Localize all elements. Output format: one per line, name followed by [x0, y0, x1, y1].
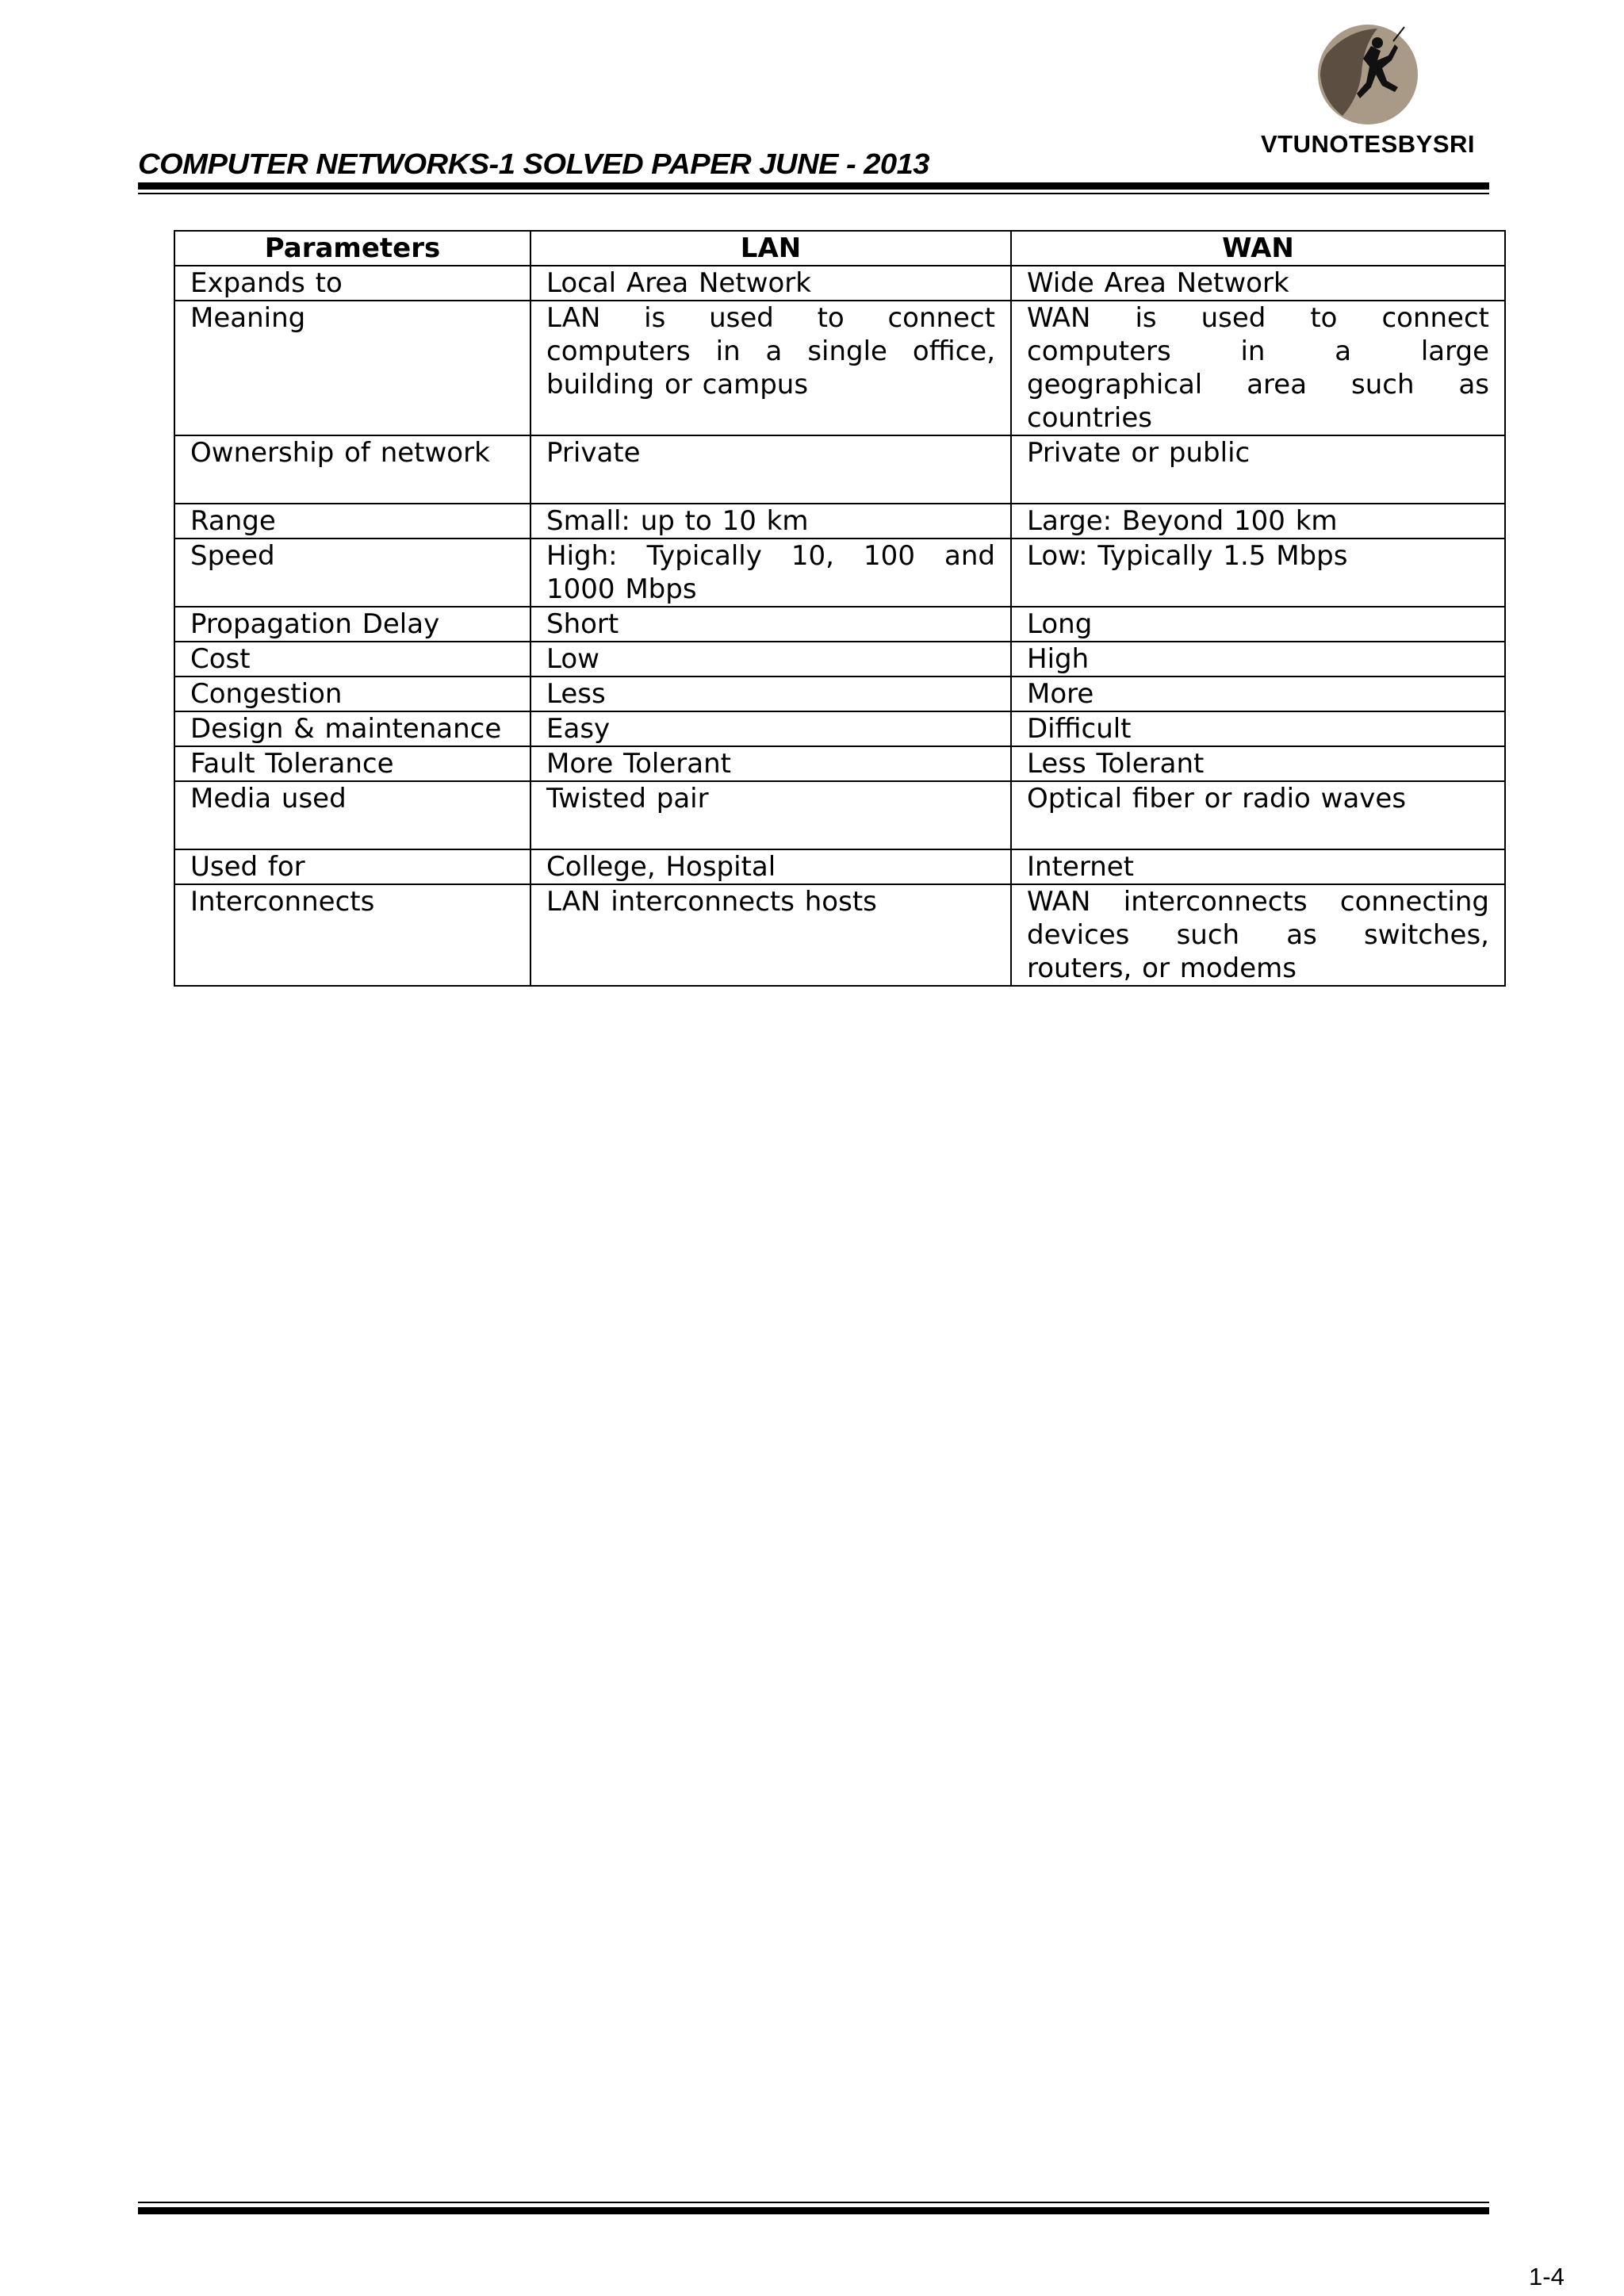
page-number: 1-4	[1529, 2263, 1565, 2290]
parameter-cell: Cost	[174, 642, 530, 677]
parameter-cell: Propagation Delay	[174, 607, 530, 642]
wan-cell: WAN interconnects connecting devices such as switches, routers, or modems	[1011, 884, 1505, 986]
table-header-row	[174, 231, 1505, 266]
lan-cell: Less	[530, 677, 1011, 711]
lan-cell: LAN is used to connect computers in a single office, building or campus	[530, 301, 1011, 435]
lan-cell: More Tolerant	[530, 746, 1011, 781]
header-rule-thick	[138, 182, 1489, 190]
parameter-cell: Interconnects	[174, 884, 530, 986]
parameter-cell: Ownership of network	[174, 435, 530, 504]
climber-logo-icon	[1316, 22, 1420, 127]
parameter-cell: Fault Tolerance	[174, 746, 530, 781]
wan-cell: Private or public	[1011, 435, 1505, 504]
parameter-cell: Range	[174, 504, 530, 539]
parameter-cell: Expands to	[174, 266, 530, 301]
parameter-cell: Congestion	[174, 677, 530, 711]
lan-cell: Small: up to 10 km	[530, 504, 1011, 539]
table-row	[174, 301, 1505, 435]
table-row	[174, 746, 1505, 781]
table-row	[174, 504, 1505, 539]
wan-cell: Wide Area Network	[1011, 266, 1505, 301]
lan-wan-comparison-table	[174, 230, 1506, 987]
table-row	[174, 884, 1505, 986]
wan-cell: Optical fiber or radio waves	[1011, 781, 1505, 849]
table-row	[174, 539, 1505, 607]
lan-cell: Short	[530, 607, 1011, 642]
lan-cell: LAN interconnects hosts	[530, 884, 1011, 986]
brand-block	[1245, 22, 1491, 159]
wan-cell: Less Tolerant	[1011, 746, 1505, 781]
footer-rule-thin	[138, 2202, 1489, 2203]
table-row	[174, 435, 1505, 504]
lan-cell: High: Typically 10, 100 and 1000 Mbps	[530, 539, 1011, 607]
table-row	[174, 607, 1505, 642]
parameter-cell: Used for	[174, 849, 530, 884]
wan-cell: WAN is used to connect computers in a large geographical area such as countries	[1011, 301, 1505, 435]
table-row	[174, 642, 1505, 677]
lan-cell: Local Area Network	[530, 266, 1011, 301]
footer-rule-thick	[138, 2207, 1489, 2214]
brand-name: VTUNOTESBYSRI	[1260, 130, 1476, 158]
page-header-title: COMPUTER NETWORKS-1 SOLVED PAPER JUNE - 2013	[138, 148, 930, 180]
parameter-cell: Media used	[174, 781, 530, 849]
table-row	[174, 849, 1505, 884]
parameter-cell: Design & maintenance	[174, 711, 530, 746]
wan-cell: Long	[1011, 607, 1505, 642]
table-row	[174, 677, 1505, 711]
header-lan: LAN	[530, 231, 1011, 266]
wan-cell: Large: Beyond 100 km	[1011, 504, 1505, 539]
wan-cell: High	[1011, 642, 1505, 677]
lan-cell: Twisted pair	[530, 781, 1011, 849]
table-row	[174, 266, 1505, 301]
parameter-cell: Speed	[174, 539, 530, 607]
wan-cell: More	[1011, 677, 1505, 711]
wan-cell: Internet	[1011, 849, 1505, 884]
lan-cell: College, Hospital	[530, 849, 1011, 884]
header-wan: WAN	[1011, 231, 1505, 266]
lan-cell: Low	[530, 642, 1011, 677]
header-rule-thin	[138, 193, 1489, 194]
lan-cell: Easy	[530, 711, 1011, 746]
wan-cell: Difficult	[1011, 711, 1505, 746]
wan-cell: Low: Typically 1.5 Mbps	[1011, 539, 1505, 607]
header-parameters: Parameters	[174, 231, 530, 266]
table-row	[174, 711, 1505, 746]
parameter-cell: Meaning	[174, 301, 530, 435]
lan-cell: Private	[530, 435, 1011, 504]
table-row	[174, 781, 1505, 849]
